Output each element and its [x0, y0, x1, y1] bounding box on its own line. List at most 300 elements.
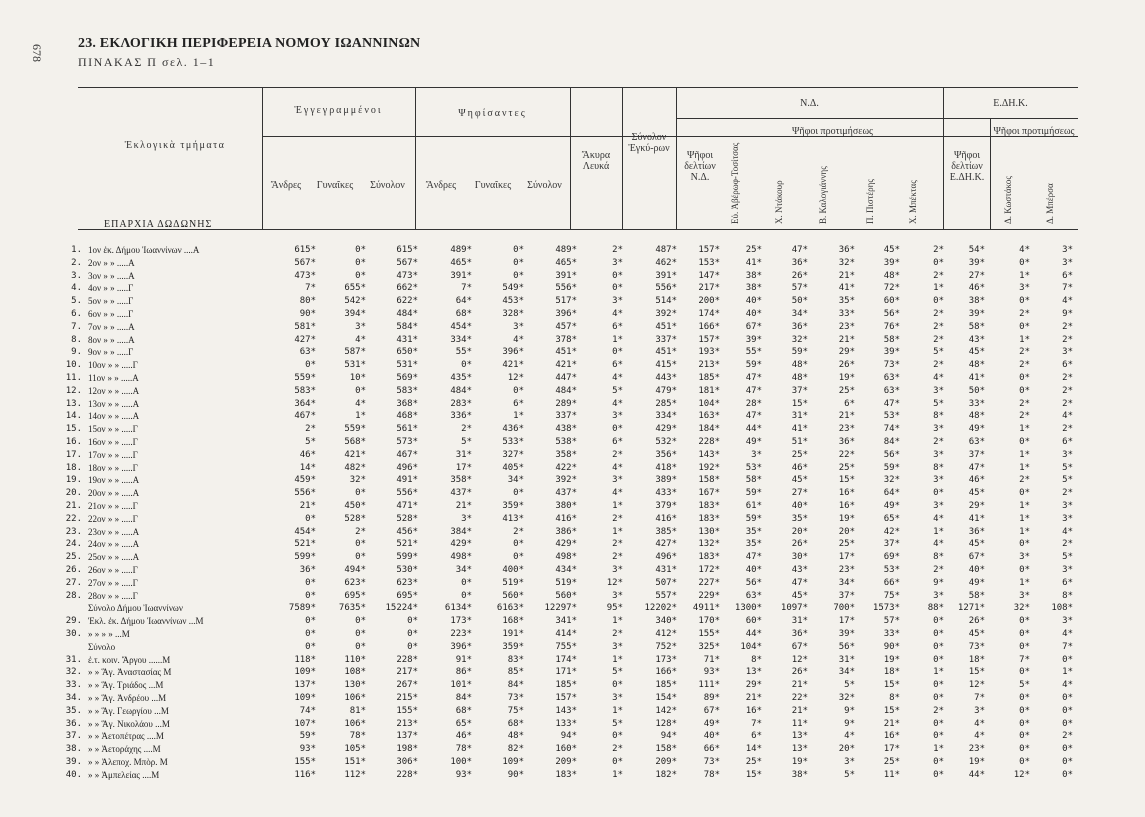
table-cell: 107* [294, 718, 316, 729]
row-number: 36. [65, 718, 82, 729]
table-cell: 32* [838, 693, 855, 703]
table-cell: 68* [455, 309, 472, 319]
table-cell: 3* [933, 449, 944, 460]
table-cell: 157* [698, 334, 720, 345]
table-row [0, 743, 1145, 755]
table-cell: 0* [1019, 385, 1030, 396]
table-cell: 95* [606, 603, 623, 614]
table-cell: 549* [502, 283, 524, 294]
table-cell: 412* [655, 629, 677, 639]
table-cell: 3* [751, 449, 762, 460]
row-label: » » Ἅγ. Ἀνδρέου ...Μ [88, 693, 167, 703]
table-cell: 413* [502, 513, 524, 524]
table-cell: 36* [838, 245, 855, 255]
table-cell: 35* [745, 526, 762, 537]
table-cell: 49* [703, 718, 720, 729]
row-number: 19. [65, 475, 82, 486]
table-cell: 5* [1062, 475, 1073, 486]
table-cell: 72* [883, 283, 900, 294]
table-cell: 467* [294, 411, 316, 422]
table-cell: 542* [344, 296, 366, 307]
table-cell: 57* [791, 283, 808, 294]
table-cell: 36* [968, 526, 985, 537]
table-cell: 447* [555, 373, 577, 383]
table-cell: 31* [455, 449, 472, 460]
table-cell: 0* [1062, 744, 1073, 755]
row-label: 20ον » » .....Α [88, 488, 140, 499]
table-cell: 18* [883, 667, 900, 678]
table-cell: 37* [791, 385, 808, 396]
table-row [0, 551, 1145, 563]
table-cell: 88* [927, 603, 944, 614]
table-cell: 385* [655, 526, 677, 537]
table-cell: 47* [745, 385, 762, 396]
table-cell: 0* [1019, 629, 1030, 639]
row-label: » » Ἅγ. Ἀναστασίας Μ [88, 667, 172, 678]
table-cell: 38* [968, 296, 985, 307]
table-cell: 90* [299, 309, 316, 319]
table-cell: 93* [299, 744, 316, 755]
table-cell: 209* [555, 757, 577, 767]
table-cell: 193* [698, 347, 720, 358]
table-cell: 429* [555, 539, 577, 550]
table-cell: 65* [883, 513, 900, 524]
table-cell: 5* [305, 437, 316, 447]
table-cell: 0* [355, 616, 366, 627]
table-cell: 9* [933, 577, 944, 588]
table-cell: 10* [349, 373, 366, 383]
row-label: Σύνολο [88, 641, 116, 652]
table-cell: 26* [791, 539, 808, 550]
table-cell: 2* [612, 245, 623, 255]
table-cell: 468* [396, 411, 418, 422]
table-cell: 521* [396, 539, 418, 550]
table-cell: 1* [612, 705, 623, 716]
table-cell: 36* [299, 565, 316, 575]
table-cell: 405* [502, 462, 524, 473]
table-cell: 0* [1019, 565, 1030, 575]
table-cell: 228* [396, 769, 418, 780]
table-cell: 50* [968, 385, 985, 396]
table-cell: 198* [396, 744, 418, 755]
table-row [0, 577, 1145, 589]
table-cell: 155* [294, 757, 316, 767]
table-cell: 143* [555, 705, 577, 716]
table-cell: 599* [396, 552, 418, 563]
table-cell: 58* [968, 590, 985, 601]
table-cell: 47* [745, 552, 762, 563]
table-cell: 379* [655, 501, 677, 511]
row-label: 28ον » » .....Γ [88, 590, 138, 601]
table-cell: 559* [294, 373, 316, 383]
table-cell: 7* [751, 718, 762, 729]
table-cell: 185* [655, 680, 677, 691]
table-cell: 1* [612, 654, 623, 665]
table-cell: 56* [883, 449, 900, 460]
table-cell: 25* [838, 539, 855, 550]
row-number: 6. [71, 309, 82, 319]
table-cell: 3* [933, 475, 944, 486]
table-cell: 2* [1019, 309, 1030, 319]
table-cell: 489* [555, 245, 577, 255]
row-label: 11ον » » .....Α [88, 373, 139, 383]
table-cell: 4* [612, 462, 623, 473]
table-cell: 69* [883, 552, 900, 563]
table-cell: 25* [838, 385, 855, 396]
table-cell: 1* [933, 526, 944, 537]
table-cell: 0* [933, 629, 944, 639]
table-cell: 484* [396, 309, 418, 319]
table-cell: 14* [299, 462, 316, 473]
row-number: 5. [71, 296, 82, 307]
table-row [0, 334, 1145, 346]
table-cell: 34* [455, 565, 472, 575]
table-cell: 0* [1062, 693, 1073, 703]
table-cell: 396* [555, 309, 577, 319]
table-cell: 0* [1062, 757, 1073, 767]
table-cell: 4* [612, 309, 623, 319]
row-label: 14ον » » .....Α [88, 411, 140, 422]
table-cell: 166* [698, 321, 720, 332]
table-cell: 75* [883, 590, 900, 601]
table-cell: 1* [1019, 424, 1030, 435]
table-cell: 53* [883, 565, 900, 575]
table-cell: 26* [791, 667, 808, 678]
table-cell: 83* [507, 654, 524, 665]
table-cell: 40* [745, 565, 762, 575]
table-cell: 3* [1062, 245, 1073, 255]
table-cell: 44* [968, 769, 985, 780]
row-label: 7ον » » .....Α [88, 321, 135, 332]
table-cell: 116* [294, 769, 316, 780]
table-cell: 19* [791, 757, 808, 767]
table-cell: 2* [1062, 488, 1073, 499]
table-cell: 90* [507, 769, 524, 780]
table-cell: 147* [698, 270, 720, 281]
header-edik-candidate: Δ. Κωστάκος [1003, 176, 1013, 224]
table-cell: 39* [838, 629, 855, 639]
table-cell: 86* [455, 667, 472, 678]
row-number: 31. [65, 654, 82, 665]
table-cell: 73* [883, 360, 900, 371]
table-cell: 752* [655, 641, 677, 652]
table-cell: 0* [305, 629, 316, 639]
table-cell: 2* [933, 360, 944, 371]
table-cell: 4* [1019, 245, 1030, 255]
table-cell: 53* [745, 462, 762, 473]
table-cell: 4* [355, 398, 366, 409]
table-cell: 67* [968, 552, 985, 563]
table-cell: 2* [1019, 347, 1030, 358]
table-cell: 561* [396, 424, 418, 435]
table-cell: 11* [791, 718, 808, 729]
table-cell: 2* [1062, 385, 1073, 396]
table-cell: 0* [933, 731, 944, 742]
table-cell: 6* [612, 360, 623, 371]
table-cell: 368* [396, 398, 418, 409]
table-cell: 2* [612, 744, 623, 755]
table-cell: 0* [355, 552, 366, 563]
header-vot-men: Ἄνδρες [425, 180, 457, 191]
table-cell: 35* [791, 513, 808, 524]
row-number: 13. [65, 398, 82, 409]
table-cell: 2* [933, 245, 944, 255]
table-cell: 1* [1019, 449, 1030, 460]
table-row [0, 410, 1145, 422]
table-row [0, 705, 1145, 717]
header-edik-ballots: Ψῆφοι δελτίων Ε.ΔΗ.Κ. [949, 150, 985, 183]
table-cell: 12* [507, 373, 524, 383]
table-cell: 0* [513, 539, 524, 550]
table-cell: 3* [355, 321, 366, 332]
table-cell: 143* [698, 449, 720, 460]
table-cell: 48* [968, 411, 985, 422]
table-cell: 1* [1019, 270, 1030, 281]
table-cell: 3* [612, 565, 623, 575]
table-cell: 0* [407, 629, 418, 639]
table-cell: 583* [294, 385, 316, 396]
header-nd-candidate: Π. Πιστέρης [865, 179, 875, 224]
table-cell: 6* [513, 398, 524, 409]
table-cell: 0* [305, 590, 316, 601]
table-cell: 16* [883, 731, 900, 742]
table-cell: 267* [396, 680, 418, 691]
table-cell: 327* [502, 449, 524, 460]
table-cell: 17* [455, 462, 472, 473]
table-cell: 41* [968, 373, 985, 383]
table-cell: 29* [838, 347, 855, 358]
table-cell: 568* [344, 437, 366, 447]
table-row [0, 385, 1145, 397]
table-cell: 6* [844, 398, 855, 409]
row-label: 4ον » » .....Γ [88, 283, 134, 294]
table-cell: 66* [703, 744, 720, 755]
table-cell: 93* [455, 769, 472, 780]
table-cell: 46* [968, 283, 985, 294]
table-cell: 192* [698, 462, 720, 473]
table-cell: 3* [461, 513, 472, 524]
table-cell: 434* [555, 565, 577, 575]
table-row [0, 769, 1145, 781]
row-label: 12ον » » .....Α [88, 385, 140, 396]
row-number: 12. [65, 385, 82, 396]
table-cell: 20* [791, 526, 808, 537]
table-cell: 418* [655, 462, 677, 473]
table-cell: 528* [344, 513, 366, 524]
table-cell: 67* [791, 641, 808, 652]
table-cell: 58* [745, 475, 762, 486]
table-cell: 37* [968, 449, 985, 460]
table-cell: 36* [791, 321, 808, 332]
table-cell: 13* [791, 731, 808, 742]
row-number: 3. [71, 270, 82, 281]
table-cell: 0* [933, 769, 944, 780]
header-reg-men: Ἄνδρες [270, 180, 302, 191]
table-cell: 21* [791, 705, 808, 716]
table-cell: 3* [933, 501, 944, 511]
table-cell: 3* [1062, 616, 1073, 627]
table-cell: 1* [612, 334, 623, 345]
table-cell: 3* [612, 296, 623, 307]
table-cell: 14* [745, 744, 762, 755]
table-cell: 456* [396, 526, 418, 537]
table-cell: 173* [655, 654, 677, 665]
table-cell: 23* [838, 321, 855, 332]
table-row [0, 295, 1145, 307]
table-cell: 47* [791, 577, 808, 588]
table-cell: 1* [1019, 577, 1030, 588]
table-cell: 1* [1019, 526, 1030, 537]
header-registered: Ἐγγεγραμμένοι [294, 105, 383, 116]
table-cell: 31* [838, 654, 855, 665]
table-cell: 4* [612, 373, 623, 383]
table-cell: 487* [655, 245, 677, 255]
table-cell: 489* [450, 245, 472, 255]
table-cell: 2* [1062, 424, 1073, 435]
table-cell: 1* [612, 526, 623, 537]
row-label: 5ον » » .....Γ [88, 296, 134, 307]
table-cell: 48* [883, 270, 900, 281]
table-cell: 583* [396, 385, 418, 396]
table-cell: 530* [396, 565, 418, 575]
table-cell: 46* [791, 462, 808, 473]
table-cell: 5* [1062, 552, 1073, 563]
row-number: 35. [65, 705, 82, 716]
table-cell: 42* [883, 526, 900, 537]
table-row [0, 666, 1145, 678]
table-cell: 171* [555, 667, 577, 678]
table-row [0, 615, 1145, 627]
table-cell: 3* [612, 257, 623, 268]
table-cell: 28* [745, 398, 762, 409]
table-cell: 0* [513, 385, 524, 396]
row-number: 10. [65, 360, 82, 371]
table-cell: 521* [294, 539, 316, 550]
table-cell: 163* [698, 411, 720, 422]
table-cell: 167* [698, 488, 720, 499]
table-cell: 465* [450, 257, 472, 268]
table-cell: 174* [555, 654, 577, 665]
table-cell: 21* [838, 270, 855, 281]
table-cell: 325* [698, 641, 720, 652]
table-cell: 168* [502, 616, 524, 627]
table-cell: 59* [745, 360, 762, 371]
table-cell: 158* [698, 475, 720, 486]
table-cell: 0* [407, 616, 418, 627]
table-cell: 358* [555, 449, 577, 460]
table-row [0, 641, 1145, 653]
table-cell: 49* [968, 424, 985, 435]
row-label: 26ον » » .....Γ [88, 565, 138, 575]
table-cell: 91* [455, 654, 472, 665]
table-cell: 155* [396, 705, 418, 716]
table-cell: 11* [883, 769, 900, 780]
table-cell: 567* [396, 257, 418, 268]
table-cell: 0* [1062, 718, 1073, 729]
table-cell: 0* [612, 424, 623, 435]
row-number: 22. [65, 513, 82, 524]
table-cell: 0* [305, 616, 316, 627]
table-cell: 46* [299, 449, 316, 460]
table-cell: 25* [838, 462, 855, 473]
table-cell: 3* [844, 757, 855, 767]
table-cell: 0* [355, 629, 366, 639]
table-cell: 78* [455, 744, 472, 755]
table-cell: 0* [407, 641, 418, 652]
table-cell: 517* [555, 296, 577, 307]
table-cell: 6* [1062, 577, 1073, 588]
row-label: ἐ.τ. κοιν. Ἄργου ......Μ [88, 654, 171, 665]
table-cell: 380* [555, 501, 577, 511]
table-cell: 2* [1062, 398, 1073, 409]
table-cell: 74* [299, 705, 316, 716]
table-cell: 337* [655, 334, 677, 345]
table-cell: 160* [555, 744, 577, 755]
table-cell: 0* [461, 577, 472, 588]
table-cell: 700* [833, 603, 855, 614]
table-cell: 3* [1019, 552, 1030, 563]
table-cell: 191* [502, 629, 524, 639]
header-nd-candidate: Β. Καλογιάννης [818, 166, 828, 224]
table-cell: 137* [294, 680, 316, 691]
table-row [0, 436, 1145, 448]
table-cell: 0* [933, 616, 944, 627]
table-row [0, 398, 1145, 410]
row-number: 39. [65, 757, 82, 767]
table-cell: 0* [1019, 641, 1030, 652]
table-cell: 435* [450, 373, 472, 383]
table-cell: 56* [838, 641, 855, 652]
header-edik-pref: Ψῆφοι προτιμήσεως [993, 126, 1075, 137]
table-cell: 695* [396, 590, 418, 601]
table-cell: 498* [450, 552, 472, 563]
table-cell: 569* [396, 373, 418, 383]
table-cell: 6* [751, 731, 762, 742]
table-cell: 56* [883, 309, 900, 319]
table-cell: 183* [698, 513, 720, 524]
table-cell: 0* [513, 257, 524, 268]
table-cell: 0* [933, 654, 944, 665]
table-cell: 181* [698, 385, 720, 396]
table-cell: 3* [513, 321, 524, 332]
table-cell: 3* [1062, 257, 1073, 268]
table-cell: 7* [305, 283, 316, 294]
table-cell: 519* [555, 577, 577, 588]
table-cell: 0* [933, 257, 944, 268]
table-row [0, 628, 1145, 640]
table-cell: 155* [698, 629, 720, 639]
table-cell: 45* [968, 629, 985, 639]
table-cell: 45* [883, 245, 900, 255]
table-cell: 2* [933, 321, 944, 332]
table-cell: 34* [838, 577, 855, 588]
table-cell: 63* [883, 373, 900, 383]
table-cell: 22* [838, 449, 855, 460]
table-cell: 75* [507, 705, 524, 716]
table-cell: 2* [1062, 334, 1073, 345]
table-cell: 1* [612, 616, 623, 627]
table-cell: 17* [883, 744, 900, 755]
table-cell: 19* [838, 513, 855, 524]
table-cell: 64* [883, 488, 900, 499]
row-label: 24ον » » .....Α [88, 539, 140, 550]
table-cell: 84* [507, 680, 524, 691]
table-cell: 8* [751, 654, 762, 665]
table-cell: 0* [1062, 654, 1073, 665]
table-cell: 2* [612, 513, 623, 524]
table-cell: 49* [745, 437, 762, 447]
table-cell: 16* [838, 501, 855, 511]
